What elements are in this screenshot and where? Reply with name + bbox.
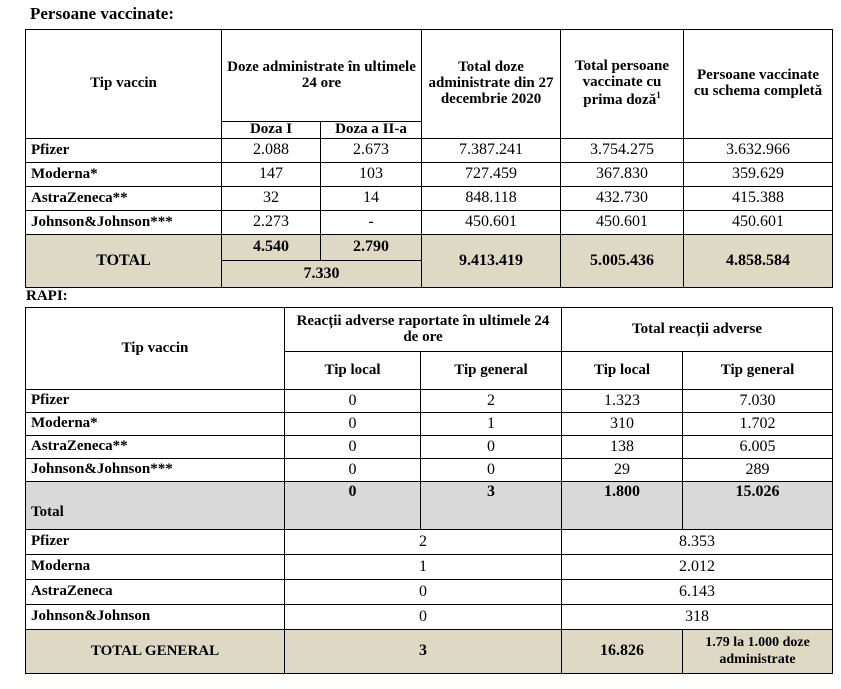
total-prima-doza: 5.005.436 (561, 235, 684, 288)
vaccine-name: Moderna* (26, 163, 222, 187)
vaccinated-table (25, 29, 833, 288)
vaccine-name: Johnson&Johnson*** (26, 211, 222, 235)
reactii-total-value: 2.012 (562, 555, 833, 580)
table-row (26, 163, 833, 187)
total-general-row (26, 630, 833, 674)
header-tip-general-24h: Tip general (421, 352, 562, 390)
total-label: TOTAL (26, 235, 222, 288)
header-total-doze: Total doze administrate din 27 decembrie 2020 (422, 30, 561, 139)
doza1-value: 147 (222, 163, 321, 187)
general-24h-value: 1 (421, 413, 562, 436)
summary-row (26, 530, 833, 555)
vaccine-name: Moderna (26, 555, 285, 580)
total-doza1: 4.540 (222, 235, 321, 261)
table-row (26, 459, 833, 482)
general-24h-value: 2 (421, 390, 562, 413)
general-24h-value: 0 (421, 459, 562, 482)
local-24h-value: 0 (285, 413, 421, 436)
reactii-24h-value: 0 (285, 605, 562, 630)
general-total-value: 6.005 (683, 436, 833, 459)
header-prima-doza-text: Total persoane vaccinate cu prima doză (574, 58, 670, 108)
local-24h-value: 0 (285, 390, 421, 413)
doza2-value: 14 (321, 187, 422, 211)
header-doze-24h: Doze administrate în ultimele 24 ore (222, 30, 422, 122)
footnote-marker: 1 (656, 89, 661, 100)
header-schema-completa: Persoane vaccinate cu schema completă (684, 30, 833, 139)
table-row (26, 390, 833, 413)
vaccine-name: AstraZeneca** (26, 436, 285, 459)
summary-row (26, 605, 833, 630)
schema-value: 415.388 (684, 187, 833, 211)
total-general-total: 15.026 (683, 482, 833, 530)
reactii-24h-value: 0 (285, 580, 562, 605)
total-24h-sum: 7.330 (222, 261, 422, 288)
header-tip-general-total: Tip general (683, 352, 833, 390)
header-doza-1: Doza I (222, 122, 321, 139)
section-title-vaccinated: Persoane vaccinate: (30, 4, 174, 23)
summary-row (26, 580, 833, 605)
total-general-label: TOTAL GENERAL (26, 630, 285, 674)
reactii-total-value: 6.143 (562, 580, 833, 605)
table-row (26, 211, 833, 235)
total-general-24h: 3 (285, 630, 562, 674)
vaccine-name: Pfizer (26, 390, 285, 413)
reactii-24h-value: 1 (285, 555, 562, 580)
vaccine-name: AstraZeneca** (26, 187, 222, 211)
table-row (26, 187, 833, 211)
local-total-value: 1.323 (562, 390, 683, 413)
total-local-24h: 0 (285, 482, 421, 530)
vaccine-name: Moderna* (26, 413, 285, 436)
total-row (26, 235, 833, 261)
section-title-rapi: RAPI: (26, 288, 68, 304)
vaccine-name: Pfizer (26, 139, 222, 163)
prima-doza-value: 367.830 (561, 163, 684, 187)
prima-doza-value: 450.601 (561, 211, 684, 235)
total-doze-value: 848.118 (422, 187, 561, 211)
total-doza2: 2.790 (321, 235, 422, 261)
header-prima-doza (561, 30, 684, 139)
total-doze-value: 727.459 (422, 163, 561, 187)
total-general-24h: 3 (421, 482, 562, 530)
vaccine-name: AstraZeneca (26, 580, 285, 605)
total-schema: 4.858.584 (684, 235, 833, 288)
total-row (26, 482, 833, 530)
header-reactii-24h: Reacții adverse raportate în ultimele 24 de ore (285, 308, 562, 352)
local-total-value: 138 (562, 436, 683, 459)
schema-value: 3.632.966 (684, 139, 833, 163)
doza1-value: 32 (222, 187, 321, 211)
total-general-total: 16.826 (562, 630, 683, 674)
table-row (26, 436, 833, 459)
general-24h-value: 0 (421, 436, 562, 459)
prima-doza-value: 432.730 (561, 187, 684, 211)
general-total-value: 7.030 (683, 390, 833, 413)
vaccine-name: Johnson&Johnson (26, 605, 285, 630)
header-tip-local-24h: Tip local (285, 352, 421, 390)
header-tip-local-total: Tip local (562, 352, 683, 390)
rapi-table (25, 307, 833, 674)
reactii-total-value: 318 (562, 605, 833, 630)
doza2-value: - (321, 211, 422, 235)
reactii-24h-value: 2 (285, 530, 562, 555)
schema-value: 359.629 (684, 163, 833, 187)
doza2-value: 103 (321, 163, 422, 187)
total-doze-sum: 9.413.419 (422, 235, 561, 288)
doza1-value: 2.088 (222, 139, 321, 163)
prima-doza-value: 3.754.275 (561, 139, 684, 163)
general-total-value: 289 (683, 459, 833, 482)
header-tip-vaccin: Tip vaccin (26, 30, 222, 139)
summary-row (26, 555, 833, 580)
vaccine-name: Pfizer (26, 530, 285, 555)
doza2-value: 2.673 (321, 139, 422, 163)
table-row (26, 139, 833, 163)
schema-value: 450.601 (684, 211, 833, 235)
local-total-value: 29 (562, 459, 683, 482)
total-local-total: 1.800 (562, 482, 683, 530)
header-tip-vaccin: Tip vaccin (26, 308, 285, 390)
reactii-total-value: 8.353 (562, 530, 833, 555)
vaccine-name: Johnson&Johnson*** (26, 459, 285, 482)
header-doza-2: Doza a II-a (321, 122, 422, 139)
local-total-value: 310 (562, 413, 683, 436)
total-general-rate: 1.79 la 1.000 doze administrate (683, 630, 833, 674)
general-total-value: 1.702 (683, 413, 833, 436)
doza1-value: 2.273 (222, 211, 321, 235)
total-doze-value: 450.601 (422, 211, 561, 235)
local-24h-value: 0 (285, 436, 421, 459)
header-total-reactii: Total reacții adverse (562, 308, 833, 352)
local-24h-value: 0 (285, 459, 421, 482)
total-label: Total (26, 482, 285, 530)
total-doze-value: 7.387.241 (422, 139, 561, 163)
table-row (26, 413, 833, 436)
